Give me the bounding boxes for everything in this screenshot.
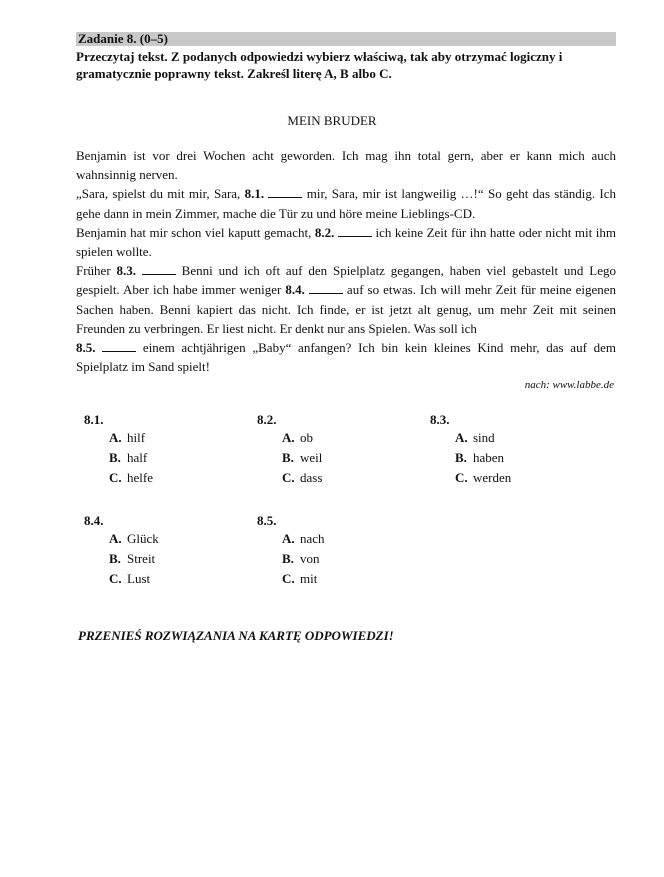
question-8-4 [84,513,159,589]
question-number: 8.4. [84,513,104,528]
option-letter: C. [282,571,295,586]
option-letter: A. [282,430,295,445]
paragraph-1: Benjamin ist vor drei Wochen acht geworden. Ich mag ihn total gern, aber er kann mich auch wahnsinnig nerven. [76,148,616,183]
reading-text [76,146,616,376]
option-a[interactable] [84,529,159,549]
answer-blank [309,282,343,294]
option-b[interactable] [257,448,322,468]
option-text: helfe [127,470,153,485]
gap-label: 8.2. [314,224,335,240]
option-a[interactable] [430,428,511,448]
option-b[interactable] [430,448,511,468]
text-segment: Benni und ich oft auf den Spielplatz gegangen, haben viel gebastelt und Lego gespielt. Aber ich habe immer weniger [76,263,616,298]
option-text: mit [300,571,318,586]
option-text: half [127,450,148,465]
transfer-answers-note: PRZENIEŚ ROZWIĄZANIA NA KARTĘ ODPOWIEDZI! [78,628,394,643]
answer-blank [142,263,176,275]
gap-label: 8.5. [76,340,96,356]
option-text: Streit [127,551,156,566]
option-text: werden [473,470,512,485]
option-letter: C. [109,470,122,485]
text-segment: einem achtjährigen „Baby“ anfangen? Ich bin kein kleines Kind mehr, das auf dem Spielplatz im Sand spielt! [76,340,616,375]
answer-blank [338,225,372,237]
option-letter: A. [455,430,468,445]
question-number: 8.3. [430,412,450,427]
paragraph-3 [76,223,616,261]
option-b[interactable] [257,549,325,569]
option-b[interactable] [84,549,159,569]
option-letter: A. [109,531,122,546]
option-text: dass [300,470,323,485]
option-a[interactable] [84,428,153,448]
option-c[interactable] [257,468,322,488]
text-segment: mir, Sara, mir ist langweilig …!“ So geht das ständig. Ich gehe dann in mein Zimmer, mache die Tür zu und höre meine Lieblings-CD. [76,186,617,221]
question-number: 8.1. [84,412,104,427]
option-text: weil [300,450,323,465]
option-text: hilf [127,430,146,445]
option-c[interactable] [257,569,325,589]
option-a[interactable] [257,428,322,448]
text-segment: Früher [76,263,117,279]
question-number: 8.2. [257,412,277,427]
text-segment: ich keine Zeit für ihn hatte oder nicht mit ihm spielen wollte. [76,224,616,260]
question-number: 8.5. [257,513,277,528]
question-8-2 [257,412,322,488]
source-citation: nach: www.labbe.de [524,379,614,391]
option-text: ob [300,430,313,445]
option-text: Lust [127,571,151,586]
option-letter: B. [282,450,294,465]
option-letter: C. [455,470,468,485]
text-segment: Benjamin hat mir schon viel kaputt gemacht, [76,224,315,240]
question-8-5 [257,513,325,589]
option-c[interactable] [84,569,159,589]
option-text: sind [473,430,495,445]
option-text: nach [300,531,325,546]
option-text: von [300,551,320,566]
option-text: haben [473,450,505,465]
option-letter: C. [109,571,122,586]
gap-label: 8.3. [116,263,136,279]
option-letter: B. [282,551,294,566]
paragraph-4 [76,261,616,376]
question-8-3 [430,412,511,488]
task-title: Zadanie 8. (0–5) [78,31,168,46]
option-letter: A. [109,430,122,445]
text-segment: „Sara, spielst du mit mir, Sara, [76,186,245,202]
option-b[interactable] [84,448,153,468]
paragraph-2 [76,184,616,222]
gap-label: 8.1. [244,186,265,202]
task-instruction: Przeczytaj tekst. Z podanych odpowiedzi wybierz właściwą, tak aby otrzymać logiczny i gramatycznie poprawny tekst. Zakreśl literę A, B albo C. [76,49,563,81]
option-text: Glück [127,531,159,546]
option-c[interactable] [84,468,153,488]
option-letter: B. [109,450,121,465]
question-8-1 [84,412,153,488]
answer-blank [102,340,136,352]
answer-blank [268,186,302,198]
gap-label: 8.4. [285,282,305,298]
option-letter: A. [282,531,295,546]
option-letter: B. [109,551,121,566]
text-title: MEIN BRUDER [287,113,377,128]
text-segment: auf so etwas. Ich will mehr Zeit für meine eigenen Sachen haben. Benni kapiert das nicht. Ich finde, er ist jetzt alt genug, um mehr Zeit mit seinen Freunden zu verbringen. Er liest nicht. Er denkt nur ans Spielen. Was soll ich [76,282,616,336]
option-letter: C. [282,470,295,485]
option-a[interactable] [257,529,325,549]
option-letter: B. [455,450,467,465]
option-c[interactable] [430,468,511,488]
